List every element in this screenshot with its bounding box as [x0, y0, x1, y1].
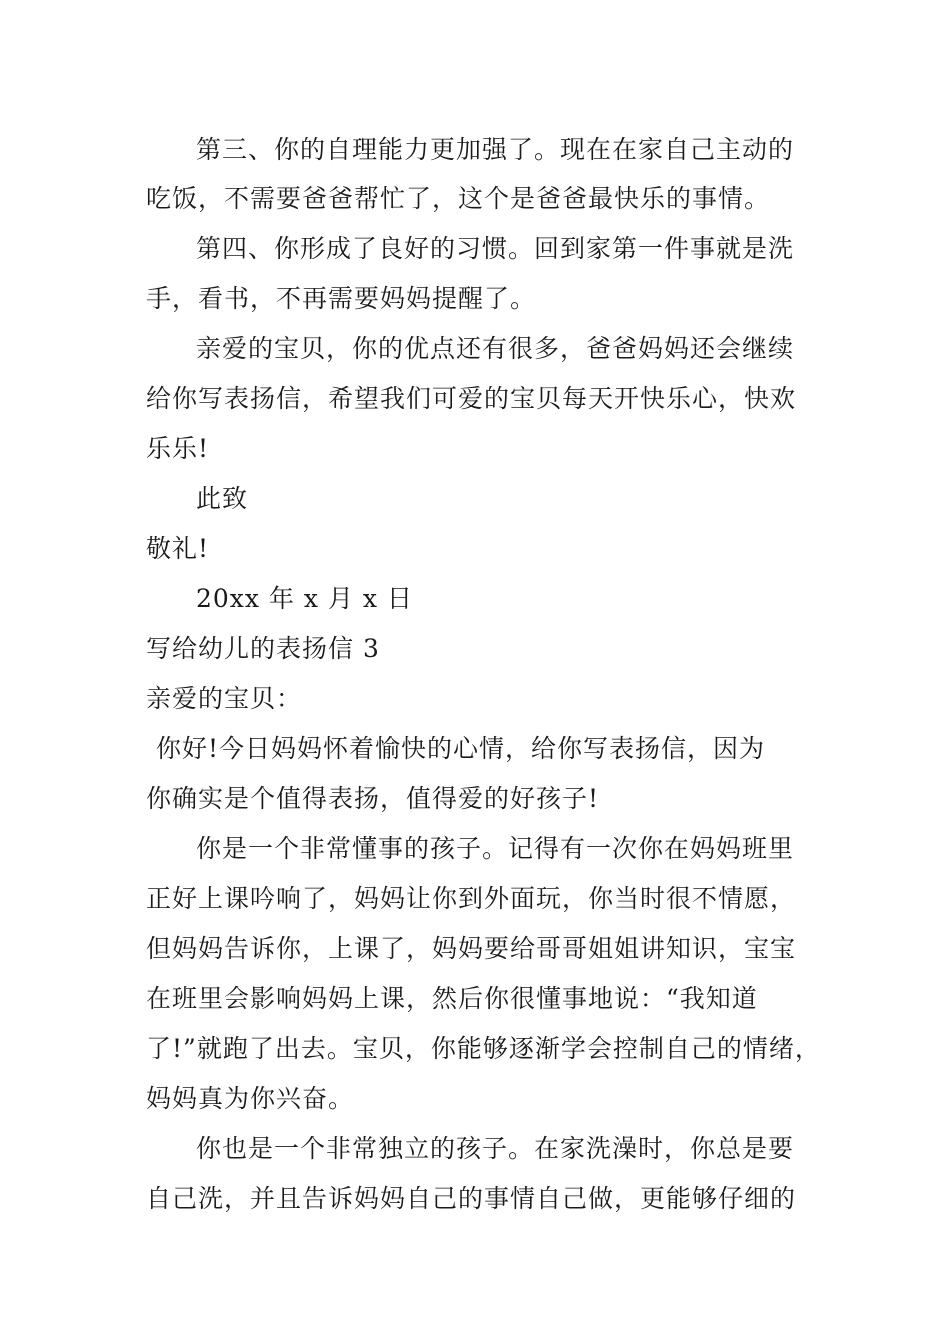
- date-line: 20xx 年 x 月 x 日: [196, 584, 413, 613]
- paragraph-line: 在班里会影响妈妈上课，然后你很懂事地说：“我知道: [146, 984, 758, 1013]
- salutation: 亲爱的宝贝：: [146, 684, 303, 713]
- paragraph-line: 给你写表扬信，希望我们可爱的宝贝每天开快乐心，快欢: [146, 384, 797, 413]
- closing-line: 敬礼!: [146, 534, 210, 563]
- paragraph-line: 正好上课吟响了，妈妈让你到外面玩，你当时很不情愿，: [146, 884, 797, 913]
- paragraph-line: 乐乐!: [146, 434, 210, 463]
- paragraph-line: 了!”就跑了出去。宝贝，你能够逐渐学会控制自己的情绪，: [146, 1034, 821, 1063]
- paragraph-line: 自己洗，并且告诉妈妈自己的事情自己做，更能够仔细的: [146, 1184, 797, 1213]
- paragraph-line: 吃饭，不需要爸爸帮忙了，这个是爸爸最快乐的事情。: [146, 184, 771, 213]
- paragraph-line: 你也是一个非常独立的孩子。在家洗澡时，你总是要: [196, 1134, 795, 1163]
- closing-line: 此致: [196, 484, 249, 513]
- section-title: 写给幼儿的表扬信 3: [146, 634, 380, 663]
- paragraph-line: 你是一个非常懂事的孩子。记得有一次你在妈妈班里: [196, 834, 795, 863]
- paragraph-line: 亲爱的宝贝，你的优点还有很多，爸爸妈妈还会继续: [196, 334, 795, 363]
- paragraph-line: 妈妈真为你兴奋。: [146, 1084, 355, 1113]
- paragraph-line: 你好!今日妈妈怀着愉快的心情，给你写表扬信，因为: [156, 734, 766, 763]
- paragraph-line: 手，看书，不再需要妈妈提醒了。: [146, 284, 537, 313]
- paragraph-line: 你确实是个值得表扬，值得爱的好孩子!: [146, 784, 600, 813]
- paragraph-line: 第四、你形成了良好的习惯。回到家第一件事就是洗: [196, 234, 795, 263]
- paragraph-line: 但妈妈告诉你，上课了，妈妈要给哥哥姐姐讲知识，宝宝: [146, 934, 797, 963]
- paragraph-line: 第三、你的自理能力更加强了。现在在家自己主动的: [196, 135, 795, 164]
